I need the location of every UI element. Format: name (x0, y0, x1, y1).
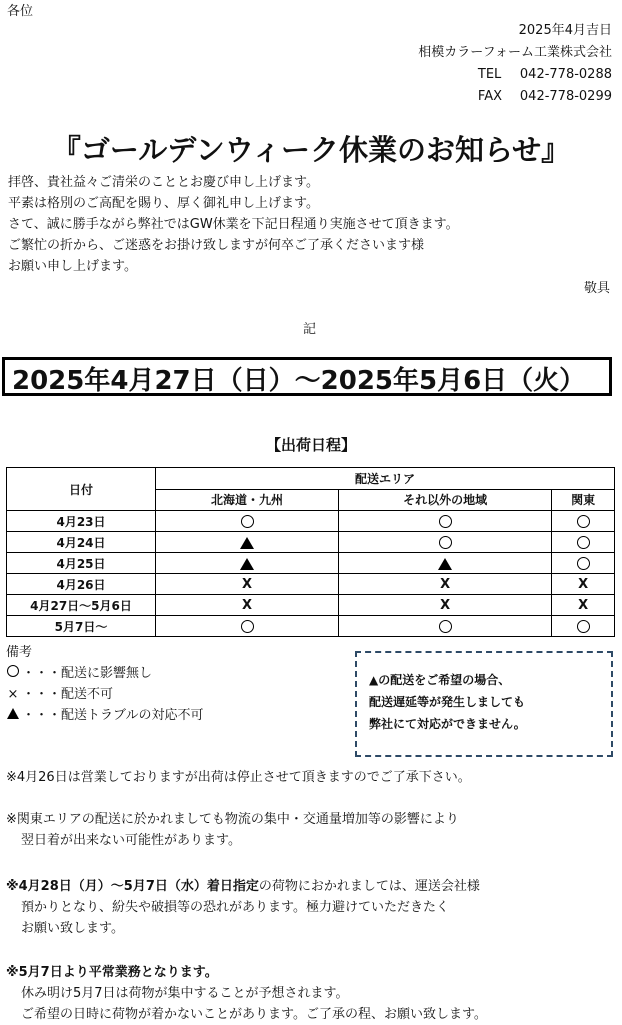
closing-keigu: 敬具 (583, 281, 610, 296)
note-line (6, 876, 480, 897)
circle-icon (577, 557, 590, 570)
circle-icon (439, 620, 452, 633)
cross-icon: × (7, 687, 19, 702)
table-row (7, 553, 615, 574)
sender-block (418, 20, 612, 108)
note-delivery-date (6, 876, 480, 939)
status-cell (339, 574, 552, 595)
fax-row (418, 86, 612, 108)
note-line: お願い致します。 (21, 921, 124, 936)
fax-number: 042-778-0299 (519, 89, 612, 104)
body-line: お願い申し上げます。 (8, 259, 137, 274)
status-cell (552, 595, 615, 616)
schedule-title: 【出荷日程】 (265, 436, 356, 454)
area-hokkaido-kyushu: 北海道・九州 (156, 489, 339, 511)
circle-icon (241, 620, 254, 633)
legend-text: ・・・配送不可 (22, 687, 114, 702)
warning-line: 弊社にて対応ができません。 (369, 717, 526, 731)
circle-icon (577, 536, 590, 549)
cross-icon: X (578, 576, 589, 592)
status-cell (156, 553, 339, 574)
tel-label: TEL (477, 67, 502, 82)
issue-date: 2025年4月吉日 (518, 23, 612, 38)
note-line (6, 962, 487, 983)
area-header: 配送エリア (156, 468, 615, 490)
row-date: 4月26日 (7, 574, 156, 595)
note-resume (6, 962, 487, 1025)
body-line: ご繁忙の折から、ご迷惑をお掛け致しますが何卒ご了承くださいます様 (8, 238, 425, 253)
table-row (7, 532, 615, 553)
triangle-icon (240, 558, 254, 570)
legend-cross (6, 684, 203, 705)
circle-icon (439, 536, 452, 549)
status-cell (339, 553, 552, 574)
legend-text: ・・・配送に影響無し (22, 666, 153, 681)
shipping-schedule-table (6, 467, 615, 637)
cross-icon: X (440, 576, 451, 592)
cross-icon: X (242, 597, 253, 613)
date-header: 日付 (7, 468, 156, 511)
remarks (6, 642, 203, 726)
triangle-warning-text (369, 669, 526, 735)
note-line: 預かりとなり、紛失や破損等の恐れがあります。極力避けていただきたく (21, 900, 449, 915)
warning-line: 配送遅延等が発生しましても (369, 695, 526, 709)
body-line: 平素は格別のご高配を賜り、厚く御礼申し上げます。 (8, 196, 319, 211)
note-bold: ※4月28日（月）～5月7日（水）着日指定 (6, 879, 259, 894)
page-title: 『ゴールデンウィーク休業のお知らせ』 (51, 133, 571, 167)
status-cell (339, 532, 552, 553)
body-line: さて、誠に勝手ながら弊社ではGW休業を下記日程通り実施させて頂きます。 (8, 217, 459, 232)
tel-row (418, 64, 612, 86)
circle-icon (439, 515, 452, 528)
note-bold: ※5月7日より平常業務となります。 (6, 965, 218, 980)
body-line: 拝啓、貴社益々ご清栄のこととお慶び申し上げます。 (8, 175, 319, 190)
note-kanto (6, 809, 459, 851)
note-line: ※関東エリアの配送に於かれましても物流の集中・交通量増加等の影響により (6, 812, 459, 827)
legend-text: ・・・配送トラブルの対応不可 (22, 708, 204, 723)
area-other: それ以外の地域 (339, 489, 552, 511)
row-date: 4月27日～5月6日 (7, 595, 156, 616)
status-cell (552, 616, 615, 637)
status-cell (156, 532, 339, 553)
legend-circle (6, 663, 203, 684)
status-cell (339, 616, 552, 637)
table-row (7, 595, 615, 616)
note-rest: の荷物におかれましては、運送会社様 (258, 879, 480, 894)
circle-icon (241, 515, 254, 528)
triangle-icon (240, 537, 254, 549)
status-cell (552, 511, 615, 532)
circle-icon (577, 620, 590, 633)
holiday-period: 2025年4月27日（日）～2025年5月6日（火） (12, 366, 586, 396)
note-line: 翌日着が出来ない可能性があります。 (21, 833, 241, 848)
remarks-heading: 備考 (6, 645, 33, 660)
row-date: 4月25日 (7, 553, 156, 574)
warning-line: ▲の配送をご希望の場合、 (369, 673, 511, 687)
circle-icon (577, 515, 590, 528)
status-cell (552, 574, 615, 595)
cross-icon: X (242, 576, 253, 592)
note-line: ご希望の日時に荷物が着かないことがあります。ご了承の程、お願い致します。 (21, 1007, 487, 1022)
legend-triangle (6, 705, 203, 726)
fax-label: FAX (477, 89, 502, 104)
note-line: 休み明け5月7日は荷物が集中することが予想されます。 (21, 986, 349, 1001)
triangle-icon (438, 558, 452, 570)
status-cell (552, 553, 615, 574)
status-cell (156, 511, 339, 532)
note-apr26 (6, 767, 471, 788)
status-cell (156, 616, 339, 637)
cross-icon: X (578, 597, 589, 613)
status-cell (156, 595, 339, 616)
area-kanto: 関東 (552, 489, 615, 511)
status-cell (339, 595, 552, 616)
row-date: 4月24日 (7, 532, 156, 553)
status-cell (339, 511, 552, 532)
row-date: 5月7日～ (7, 616, 156, 637)
company-name: 相模カラーフォーム工業株式会社 (418, 45, 612, 60)
addressee: 各位 (7, 4, 34, 19)
triangle-icon (6, 705, 20, 726)
row-date: 4月23日 (7, 511, 156, 532)
table-row (7, 574, 615, 595)
ki-marker: 記 (303, 322, 317, 337)
note-line: ※4月26日は営業しておりますが出荷は停止させて頂きますのでご了承下さい。 (6, 770, 471, 785)
table-row (7, 616, 615, 637)
status-cell (156, 574, 339, 595)
tel-number: 042-778-0288 (519, 67, 612, 82)
greeting-body (8, 172, 459, 277)
table-row (7, 511, 615, 532)
circle-icon (6, 663, 20, 684)
cross-icon: X (440, 597, 451, 613)
status-cell (552, 532, 615, 553)
